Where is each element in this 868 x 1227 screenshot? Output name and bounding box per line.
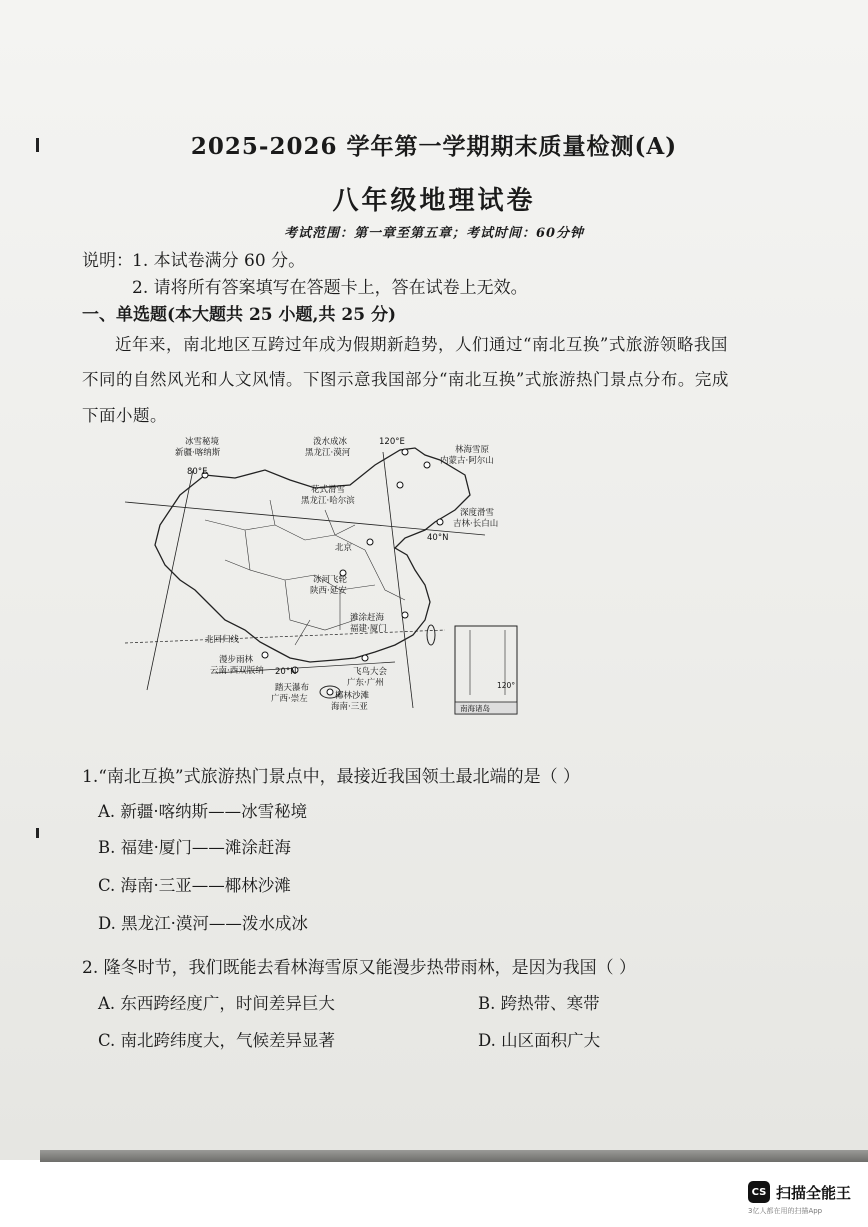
- label-lat40: 40°N: [427, 533, 449, 543]
- question-2-stem: 2. 隆冬时节，我们既能去看林海雪原又能漫步热带雨林，是因为我国（ ）: [82, 958, 637, 978]
- label-flower-ski: 花式滑雪: [311, 485, 346, 495]
- lat-line-40: [125, 502, 485, 535]
- taiwan-island: [427, 625, 435, 645]
- inset-lon-label: 120°: [497, 681, 516, 690]
- label-bird-watch-loc: 广东·广州: [347, 678, 384, 688]
- label-lon80: 80°E: [187, 467, 208, 477]
- note-1: 1. 本试卷满分 60 分。: [132, 251, 306, 271]
- notes-label: 说明：: [82, 251, 133, 271]
- section-title: 一、单选题(本大题共 25 小题,共 25 分): [82, 305, 396, 325]
- question-1-option-b: B. 福建·厦门——滩涂赶海: [98, 838, 291, 857]
- label-tropic: 北回归线: [205, 635, 240, 645]
- intro-line-2: 不同的自然风光和人文风情。下图示意我国部分“南北互换”式旅游热门景点分布。完成: [82, 370, 729, 389]
- label-flower-ski-loc: 黑龙江·哈尔滨: [301, 496, 355, 506]
- exam-subtitle: 八年级地理试卷: [332, 186, 536, 216]
- scanner-watermark: [748, 1180, 851, 1204]
- label-coconut-beach-loc: 海南·三亚: [331, 702, 368, 712]
- exam-title: 2025-2026 学年第一学期期末质量检测(A): [190, 133, 678, 160]
- question-1-stem: 1.“南北互换”式旅游热门景点中，最接近我国领土最北端的是（ ）: [82, 767, 581, 787]
- note-2: 2. 请将所有答案填写在答题卡上，答在试卷上无效。: [132, 278, 528, 298]
- tropic-line: [125, 630, 445, 643]
- label-rainforest-walk: 漫步雨林: [219, 655, 254, 665]
- label-beijing: 北京: [335, 543, 353, 553]
- question-1-option-c: C. 海南·三亚——椰林沙滩: [98, 876, 291, 895]
- label-forest-snow-loc: 内蒙古·阿尔山: [440, 456, 494, 466]
- margin-mark: [36, 828, 39, 838]
- inset-label: 南海诸岛: [460, 704, 490, 713]
- exam-scope: 考试范围：第一章至第五章；考试时间：60分钟: [283, 226, 585, 241]
- label-rainforest-walk-loc: 云南·西双版纳: [210, 666, 264, 676]
- label-deep-ski-loc: 吉林·长白山: [453, 519, 499, 529]
- question-1-option-a: A. 新疆·喀纳斯——冰雪秘境: [98, 802, 308, 821]
- question-2-option-a: A. 东西跨经度广，时间差异巨大: [98, 994, 335, 1013]
- page-edge-shadow: [40, 1150, 868, 1162]
- label-beach-sea-loc: 福建·厦门: [350, 624, 387, 634]
- question-1-option-d: D. 黑龙江·漠河——泼水成冰: [98, 914, 308, 933]
- south-sea-inset: [455, 626, 517, 714]
- label-waterfall-loc: 广西·崇左: [271, 694, 308, 704]
- question-2-option-c: C. 南北跨纬度大，气候差异显著: [98, 1031, 336, 1050]
- lon-line-120: [383, 452, 413, 708]
- lon-line-80: [147, 470, 193, 690]
- label-splash-ice-loc: 黑龙江·漠河: [305, 448, 351, 458]
- china-outline: [155, 448, 470, 662]
- intro-line-3: 下面小题。: [82, 406, 167, 425]
- label-ice-skate-loc: 陕西·延安: [310, 586, 347, 596]
- scanner-logo-icon: CS: [748, 1181, 770, 1203]
- label-waterfall: 踏天瀑布: [275, 683, 310, 693]
- label-ice-secret-loc: 新疆·喀纳斯: [175, 448, 221, 458]
- label-splash-ice: 泼水成冰: [313, 437, 348, 447]
- label-ice-skate: 冰河飞轮: [313, 575, 348, 585]
- china-tourism-map: [125, 430, 525, 718]
- label-deep-ski: 深度滑雪: [460, 508, 495, 518]
- label-bird-watch: 飞鸟大会: [353, 667, 388, 677]
- label-coconut-beach: 椰林沙滩: [335, 691, 370, 701]
- scanner-app-name: 扫描全能王: [776, 1183, 852, 1202]
- label-ice-secret: 冰雪秘境: [185, 437, 220, 447]
- label-lat20: 20°N: [275, 667, 297, 677]
- scanner-tagline: 3亿人都在用的扫描App: [748, 1207, 823, 1215]
- label-lon120: 120°E: [379, 437, 405, 447]
- question-2-option-d: D. 山区面积广大: [478, 1031, 601, 1050]
- label-beach-sea: 滩涂赶海: [350, 613, 385, 623]
- intro-line-1: 近年来，南北地区互跨过年成为假期新趋势，人们通过“南北互换”式旅游领略我国: [115, 335, 728, 354]
- question-2-option-b: B. 跨热带、寒带: [478, 994, 600, 1013]
- label-forest-snow: 林海雪原: [455, 445, 490, 455]
